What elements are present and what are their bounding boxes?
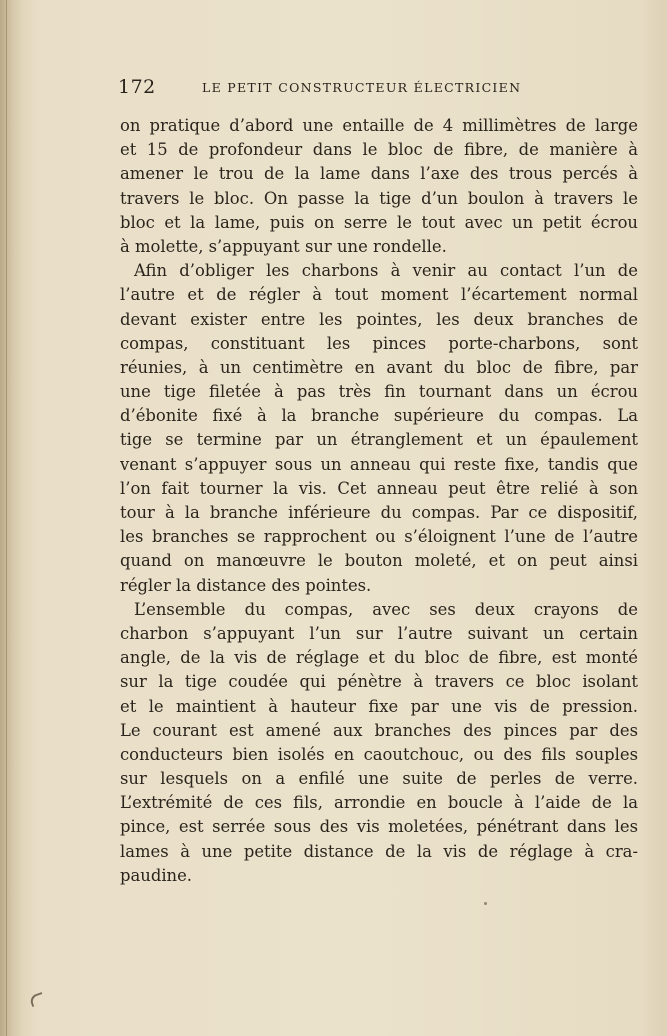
- page-number: 172: [118, 76, 156, 98]
- body-text: [120, 114, 638, 888]
- text-line: les branches se rapprochent ou s’éloignent l’une de l’autre: [120, 527, 638, 547]
- text-line: amener le trou de la lame dans l’axe des trous percés à: [120, 164, 638, 184]
- text-line: une tige filetée à pas très fin tournant dans un écrou: [120, 382, 638, 402]
- running-head: LE PETIT CONSTRUCTEUR ÉLECTRICIEN: [202, 80, 522, 95]
- text-line: angle, de la vis de réglage et du bloc de fibre, est monté: [120, 648, 638, 668]
- text-line: devant exister entre les pointes, les deux branches de: [120, 309, 638, 329]
- text-line: d’ébonite fixé à la branche supérieure du compas. La: [120, 406, 638, 426]
- paper-speck: [484, 902, 487, 905]
- text-line: l’autre et de régler à tout moment l’écartement normal: [120, 285, 638, 305]
- text-line: quand on manœuvre le bouton moleté, et on peut ainsi: [120, 551, 638, 571]
- text-line: lames à une petite distance de la vis de réglage à cra-: [120, 841, 638, 861]
- text-line: bloc et la lame, puis on serre le tout avec un petit écrou: [120, 212, 638, 232]
- text-line: travers le bloc. On passe la tige d’un boulon à travers le: [120, 188, 638, 208]
- text-line: sur lesquels on a enfilé une suite de perles de verre.: [120, 769, 638, 789]
- text-line: conducteurs bien isolés en caoutchouc, ou des fils souples: [120, 744, 638, 764]
- text-line: compas, constituant les pinces porte-charbons, sont: [120, 333, 638, 353]
- text-line: paudine.: [120, 865, 193, 885]
- paragraph-start-line: Afin d’obliger les charbons à venir au contact l’un de: [134, 261, 638, 281]
- text-line: tour à la branche inférieure du compas. Par ce dispositif,: [120, 503, 638, 522]
- paper-mark: [29, 992, 46, 1007]
- text-line: l’on fait tourner la vis. Cet anneau peut être relié à son: [120, 478, 638, 498]
- text-line: venant s’appuyer sous un anneau qui reste fixe, tandis que: [120, 454, 638, 474]
- text-line: Le courant est amené aux branches des pinces par des: [120, 720, 638, 740]
- text-line: à molette, s’appuyant sur une rondelle.: [120, 236, 447, 256]
- text-line: L’extrémité de ces fils, arrondie en boucle à l’aide de la: [120, 793, 638, 813]
- text-line: tige se termine par un étranglement et un épaulement: [120, 430, 638, 450]
- paragraph-start-line: L’ensemble du compas, avec ses deux crayons de: [134, 599, 638, 619]
- text-line: sur la tige coudée qui pénètre à travers ce bloc isolant: [120, 672, 638, 692]
- text-line: on pratique d’abord une entaille de 4 millimètres de large: [120, 116, 638, 135]
- text-line: réunies, à un centimètre en avant du bloc de fibre, par: [120, 357, 638, 377]
- text-line: et 15 de profondeur dans le bloc de fibre, de manière à: [120, 140, 638, 160]
- text-line: régler la distance des pointes.: [120, 575, 372, 595]
- page-gutter: [0, 0, 22, 1036]
- text-line: pince, est serrée sous des vis moletées, pénétrant dans les: [120, 817, 638, 837]
- text-line: et le maintient à hauteur fixe par une vis de pression.: [120, 696, 638, 716]
- binding-edge: [6, 0, 7, 1036]
- text-line: charbon s’appuyant l’un sur l’autre suivant un certain: [120, 623, 638, 643]
